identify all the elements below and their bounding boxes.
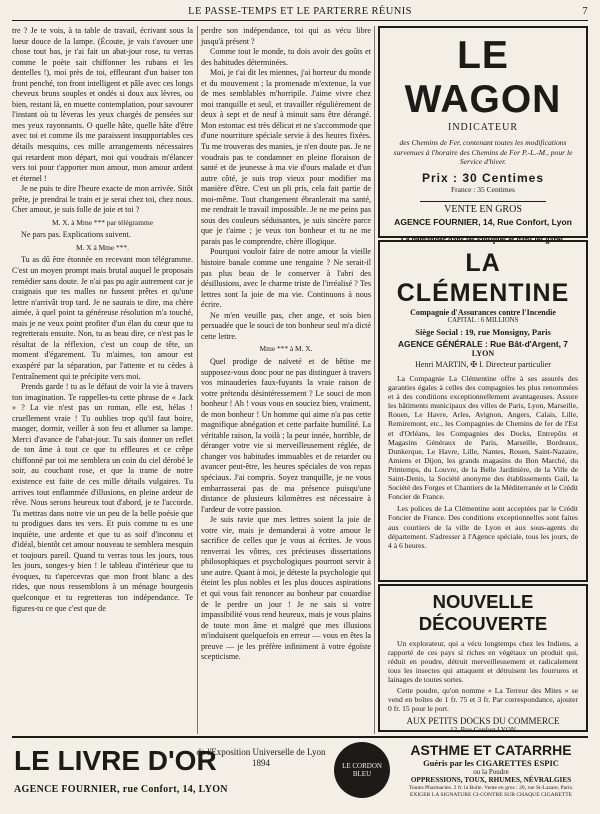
ad-conditions: OPPRESSIONS, TOUX, RHUMES, NÉVRALGIES	[410, 776, 572, 784]
ad-title: ASTHME ET CATARRHE	[410, 742, 572, 758]
advertisements-column	[378, 26, 588, 734]
ad-powder: ou la Poudre	[473, 768, 509, 776]
paragraph: Quel prodige de naïveté et de bêtise me supposez-vous donc pour ne pas distinguer à travers vos minauderies faux-fuyants la vraie raison de votre prétendu désintéressement ? Le souci de mon bonheur ! Ah ! vous vous en souciez bien, vraiment, de mon bonheur ! Un homme qui aime n'a pas cette magnifique abnégation et cette parfaite humilité. La véritable raison, la voilà ; la peur innée, horrible, de déranger votre vie si merveilleusement réglée, de changer vos habitudes immuables et de retarder ou avancer peut-être, les heures spéciales de vos repas spéciaux. J'ai compris. Soyez tranquille, je ne vous embarrasserai pas de ma présence puisqu'une distance de plusieurs kilomètres est nécessaire à l'ardeur de votre passion.	[201, 356, 371, 514]
ad-asthme-catarrhe	[394, 742, 588, 800]
column-rule	[374, 26, 375, 734]
article-column-1	[12, 26, 193, 734]
paragraph: tre ? Je te vois, à ta table de travail, écrivant sous la lueur douce de la lampe. (Écoute, je vais t'avouer une chose tout bas, je t'ai fait un abat-jour rose, tu verras comme le poète sait chiffonner les rubans et les dentelles !), moi près de toi, effleurant d'un baiser ton front penché, ton front intelligent et pâle avec ces longs cheveux bruns souples et ondés si doux aux lèvres, ou bien, restant là, en muette contemplation, pour savourer l'instant où tu lèveras les yeux chargés de pensées sur mes yeux rayonnants. O quelle hâte, quelle hâte d'être avec toi et comme ils me paraissent insupportables ces détails mesquins, ces mille arrangements nécessaires qui retardent mon départ, moi qui voudrais m'élancer vers toi pour t'apporter mon amour, mon amour ardent et éternel !	[12, 26, 193, 183]
ad-agency: AGENCE FOURNIER, rue Confort, 14, LYON	[14, 784, 228, 795]
ad-city: LYON	[471, 349, 495, 358]
ad-exposition: de l'Exposition Universelle de Lyon 1894	[196, 747, 326, 768]
ad-nouvelle-decouverte	[378, 584, 588, 732]
ad-livre-d-or	[12, 742, 334, 800]
bottom-ad-band	[12, 736, 588, 804]
ad-title: LA CLÉMENTINE	[396, 249, 570, 307]
ad-head-office: Siège Social : 19, rue Monsigny, Paris	[415, 327, 551, 337]
page-number: 7	[582, 6, 588, 17]
paragraph: Comme tout le monde, tu dois avoir des goûts et des habitudes déterminées.	[201, 47, 371, 67]
seal-label: LE CORDON BLEU	[342, 762, 382, 778]
paragraph: Ne m'en veuille pas, cher ange, et sois bien persuadée que le souci de ton bonheur seul m'a dicté cette lettre.	[201, 310, 371, 341]
paragraph: Pourquoi vouloir faire de notre amour la vieille histoire banale comme une rengaine ? Ne serait-il pas plus beau de le conserver à l'abri des désillusions, avec le charme triste de l'irréalisé ? Tes lettres sont la joie de ma vie. Continuons à nous écrire.	[201, 247, 371, 310]
letter-heading: Mme *** à M. X.	[259, 344, 313, 354]
ad-description: des Chemins de Fer, contenant toutes les modifications survenues à l'horaire des Chemins de Fer P.-L.-M., pour le Service d'hiver.	[393, 138, 573, 167]
ad-price: Prix : 30 Centimes	[421, 170, 545, 185]
ad-text: Les polices de La Clémentine sont acceptées par le Crédit Foncier de France. Des conditions exceptionnelles sont faites aux courtiers de la ville de Lyon et aux sous-agents du département. S'adresser à l'Agence spéciale, tous les jours, de 4 à 6 heures.	[388, 504, 578, 550]
ad-title: LE LIVRE D'OR	[14, 745, 217, 776]
ad-title: LE WAGON	[404, 34, 562, 121]
ad-text: Un explorateur, qui a vécu longtemps chez les Indiens, a rapporté de ces pays si riches en végétaux un produit qui, réduit en poudre, détruit merveilleusement et radicalement tous les insectes qui attaquent et détruisent les fourrures et lainages de toutes sortes.	[388, 639, 578, 684]
ad-la-clementine	[378, 240, 588, 582]
ad-wholesale: VENTE EN GROS	[420, 201, 546, 215]
paragraph: Je ne puis te dire l'heure exacte de mon arrivée. Sitôt prête, je prendrai le train et je serai chez toi, chez nous. Cher amour, je suis folle de joie et toi ?	[12, 184, 193, 215]
paragraph: Ne pars pas. Explications suivent.	[21, 230, 131, 240]
ad-cured-by: Guéris par les CIGARETTES ESPIC	[423, 758, 559, 768]
ad-depot: Toutes Pharmacies. 2 fr. la Boîte. Vente en gros : 20, rue St-Lazare, Paris.	[408, 784, 574, 791]
ad-price-text: Cette poudre, qu'on nomme « La Terreur des Mites » se vend en boîtes de 1 fr. 75 et 3 fr. Par correspondance, ajouter 0 fr. 15 pour le port.	[388, 686, 578, 713]
paragraph: Prends garde ! tu as le défaut de voir la vie à travers ton imagination. Te rappelles-tu cette phrase de « Jack » ? La vie n'est pas un roman, elle est, hélas ! cruellement vraie ! Tu oublies trop qu'il faut boire, manger, dormir, veiller à son feu et allumer sa lampe. Merci d'avance de l'abat-jour. Tu sais donner un reflet de ton âme à tout ce que tu effleures et ce crêpe chiffonné par toi me semblera un coin du ciel dérobé le soir, au couchant rose, et que la trame de notre existence est faite de ces mille détails vulgaires. Tu arrives tout enflammée d'illusions, en pleine ardeur de rêve. Nous serons heureux tout d'abord, je te l'accorde. Tu mettras dans notre vie un peu de la belle poésie que tu prodigues dans tes vers. Et puis comme tu es une inquiète, une ardente et que tu as soif d'inconnu et d'idéal, bientôt cet amour nouveau te semblera mesquin et toujours pareil. Quand tu verras tous les jours, tous les jours, songes-y bien ! le tableau d'intérieur que tu évoques, tu t'apercevras que mon front blanc a des rides, que nous ressemblons à un ménage bourgeois quelconque et tu regretteras ton indépendance. Te figures-tu ce que c'est que de	[12, 382, 193, 613]
header-title: LE PASSE-TEMPS ET LE PARTERRE RÉUNIS	[188, 6, 412, 17]
letter-heading: M. X. à Mme *** par télégramme	[52, 217, 153, 227]
ad-subtitle: Compagnie d'Assurances contre l'Incendie	[410, 308, 556, 317]
ad-price-france: France : 35 Centimes	[451, 184, 515, 194]
ad-capital: CAPITAL : 6 MILLIONS	[447, 317, 519, 324]
letter-heading: M. X à Mme ***.	[76, 242, 129, 252]
paragraph: Tu as dû être étonnée en recevant mon télégramme. C'est un moyen prompt mais brutal auquel le proposais remédier sans doute. Je n'ai pas pu agir autrement car je craignais que tes malles ne fussent prêtes et qu'une lettre n'arrivât trop tard. Je ne saurais te dire, ma chère aimée, à quel point ta généreuse résolution m'a touché, mais je ne veux point profiter d'un élan du cœur que tu regretterais ensuite. Non, tu as beau dire, ce n'est pas le résultat de la réflexion, c'est un coup de tête, un moment d'égarement. Tu m'aimes, ton amour est exaspéré par la séparation, par l'attente et tu cèdes à l'entraînement qui te précipite vers moi.	[12, 255, 193, 381]
ad-note: Le demander dans les kiosques et dans les gares.	[400, 234, 566, 244]
ad-signature-note: EXIGER LA SIGNATURE CI-CONTRE SUR CHAQUE CIGARETTE	[409, 791, 573, 798]
paragraph: perdre son indépendance, toi qui as vécu libre jusqu'à présent ?	[201, 26, 371, 46]
column-rule	[197, 26, 198, 734]
ad-text: La Compagnie La Clémentine offre à ses assurés des garanties égales à celles des compagnies les plus renommées et à des conditions exceptionnellement avantageuses. Assure les bâtiments municipaux des villes de Paris, Lyon, Marseille, Rouen, Le Havre, Arles, Avignon, Angers, Calais, Lille, Remiremont, etc., les Compagnies de Chemins de fer de l'Est et d'Orléans, les Compagnies des Docks, Entrepôts et Magasins Généraux de Paris, Marseille, Bordeaux, Dunkerque, Le Havre, Lille, Nantes, Rouen, Saint-Nazaire, Amiens et Dijon, les grands magasins du Bon Marché, du Printemps, du Louvre, de la Belle Jardinière, de la Ville de Saint-Denis, la Société anonyme des établissements Gail, la Société des Forges et Chantiers de la Méditerranée et le Crédit Foncier de France.	[388, 374, 578, 502]
ad-shop: AUX PETITS DOCKS DU COMMERCE	[406, 716, 560, 726]
ad-le-wagon	[378, 26, 588, 244]
running-header	[12, 6, 588, 21]
ad-subtitle: INDICATEUR	[448, 122, 518, 133]
cordon-bleu-seal	[334, 742, 390, 798]
ad-general-agency: AGENCE GÉNÉRALE : Rue Bât-d'Argent, 7	[398, 339, 568, 349]
paragraph: Je suis ravie que mes lettres soient la joie de votre vie, mais je demanderai à votre amour le sacrifice de celles que je vous ai écrites. Je vous renverrai les vôtres, ces précieuses dissertations philosophiques et psychologiques pourront servir à une autre. Quant à moi, je déteste la psychologie qui éteint les plus nobles et les plus douces aspirations et qui vous fait renoncer au bonheur par couardise de le perdre un jour ! Je ne sais si votre impassibilité vous rend heureux, mais je vous plains de toute mon âme et malgré que mes illusions m'induisent quelquefois en erreur — vous en êtes la preuve — je les préfère infiniment à votre égoïste scepticisme.	[201, 515, 371, 662]
paragraph: Moi, je t'ai dit les miennes, j'ai horreur du monde et du mouvement ; la promenade m'extenue, la vue de mes semblables m'horripile. J'aime vivre chez moi tranquille et seul, et travailler régulièrement de deux à sept et de neuf à minuit sans être dérangé. Mon estomac est très délicat et ne s'accommode que d'une nourriture spéciale servie à des heures fixées. Tu me trouveras des manies, je n'en doute pas. Je ne voudrais pas te condamner en pleine floraison de santé et de jeunesse à ma vie d'ours malade et d'un autre côté, je suis trop vieux pour modifier ma manière d'être. C'est un pli pris, cela fait partie de moi-même. Tout changement ébranlerait ma santé, me rendrait le travail impossible. Je ne me peins pas sous des couleurs séduisantes, je suis sincère parce que je t'aime ; je veux ton bonheur et tu ne me parais pas le comprendre, chère illogique.	[201, 68, 371, 246]
ad-agency: AGENCE FOURNIER, 14, Rue Confort, Lyon	[394, 216, 572, 227]
ad-title: NOUVELLE DÉCOUVERTE	[418, 591, 548, 634]
ad-director: Henri MARTIN, ✠ I. Directeur particulier	[415, 360, 551, 369]
article-column-2	[201, 26, 371, 734]
ad-address: 12, Rue Confort LYON	[450, 726, 516, 734]
